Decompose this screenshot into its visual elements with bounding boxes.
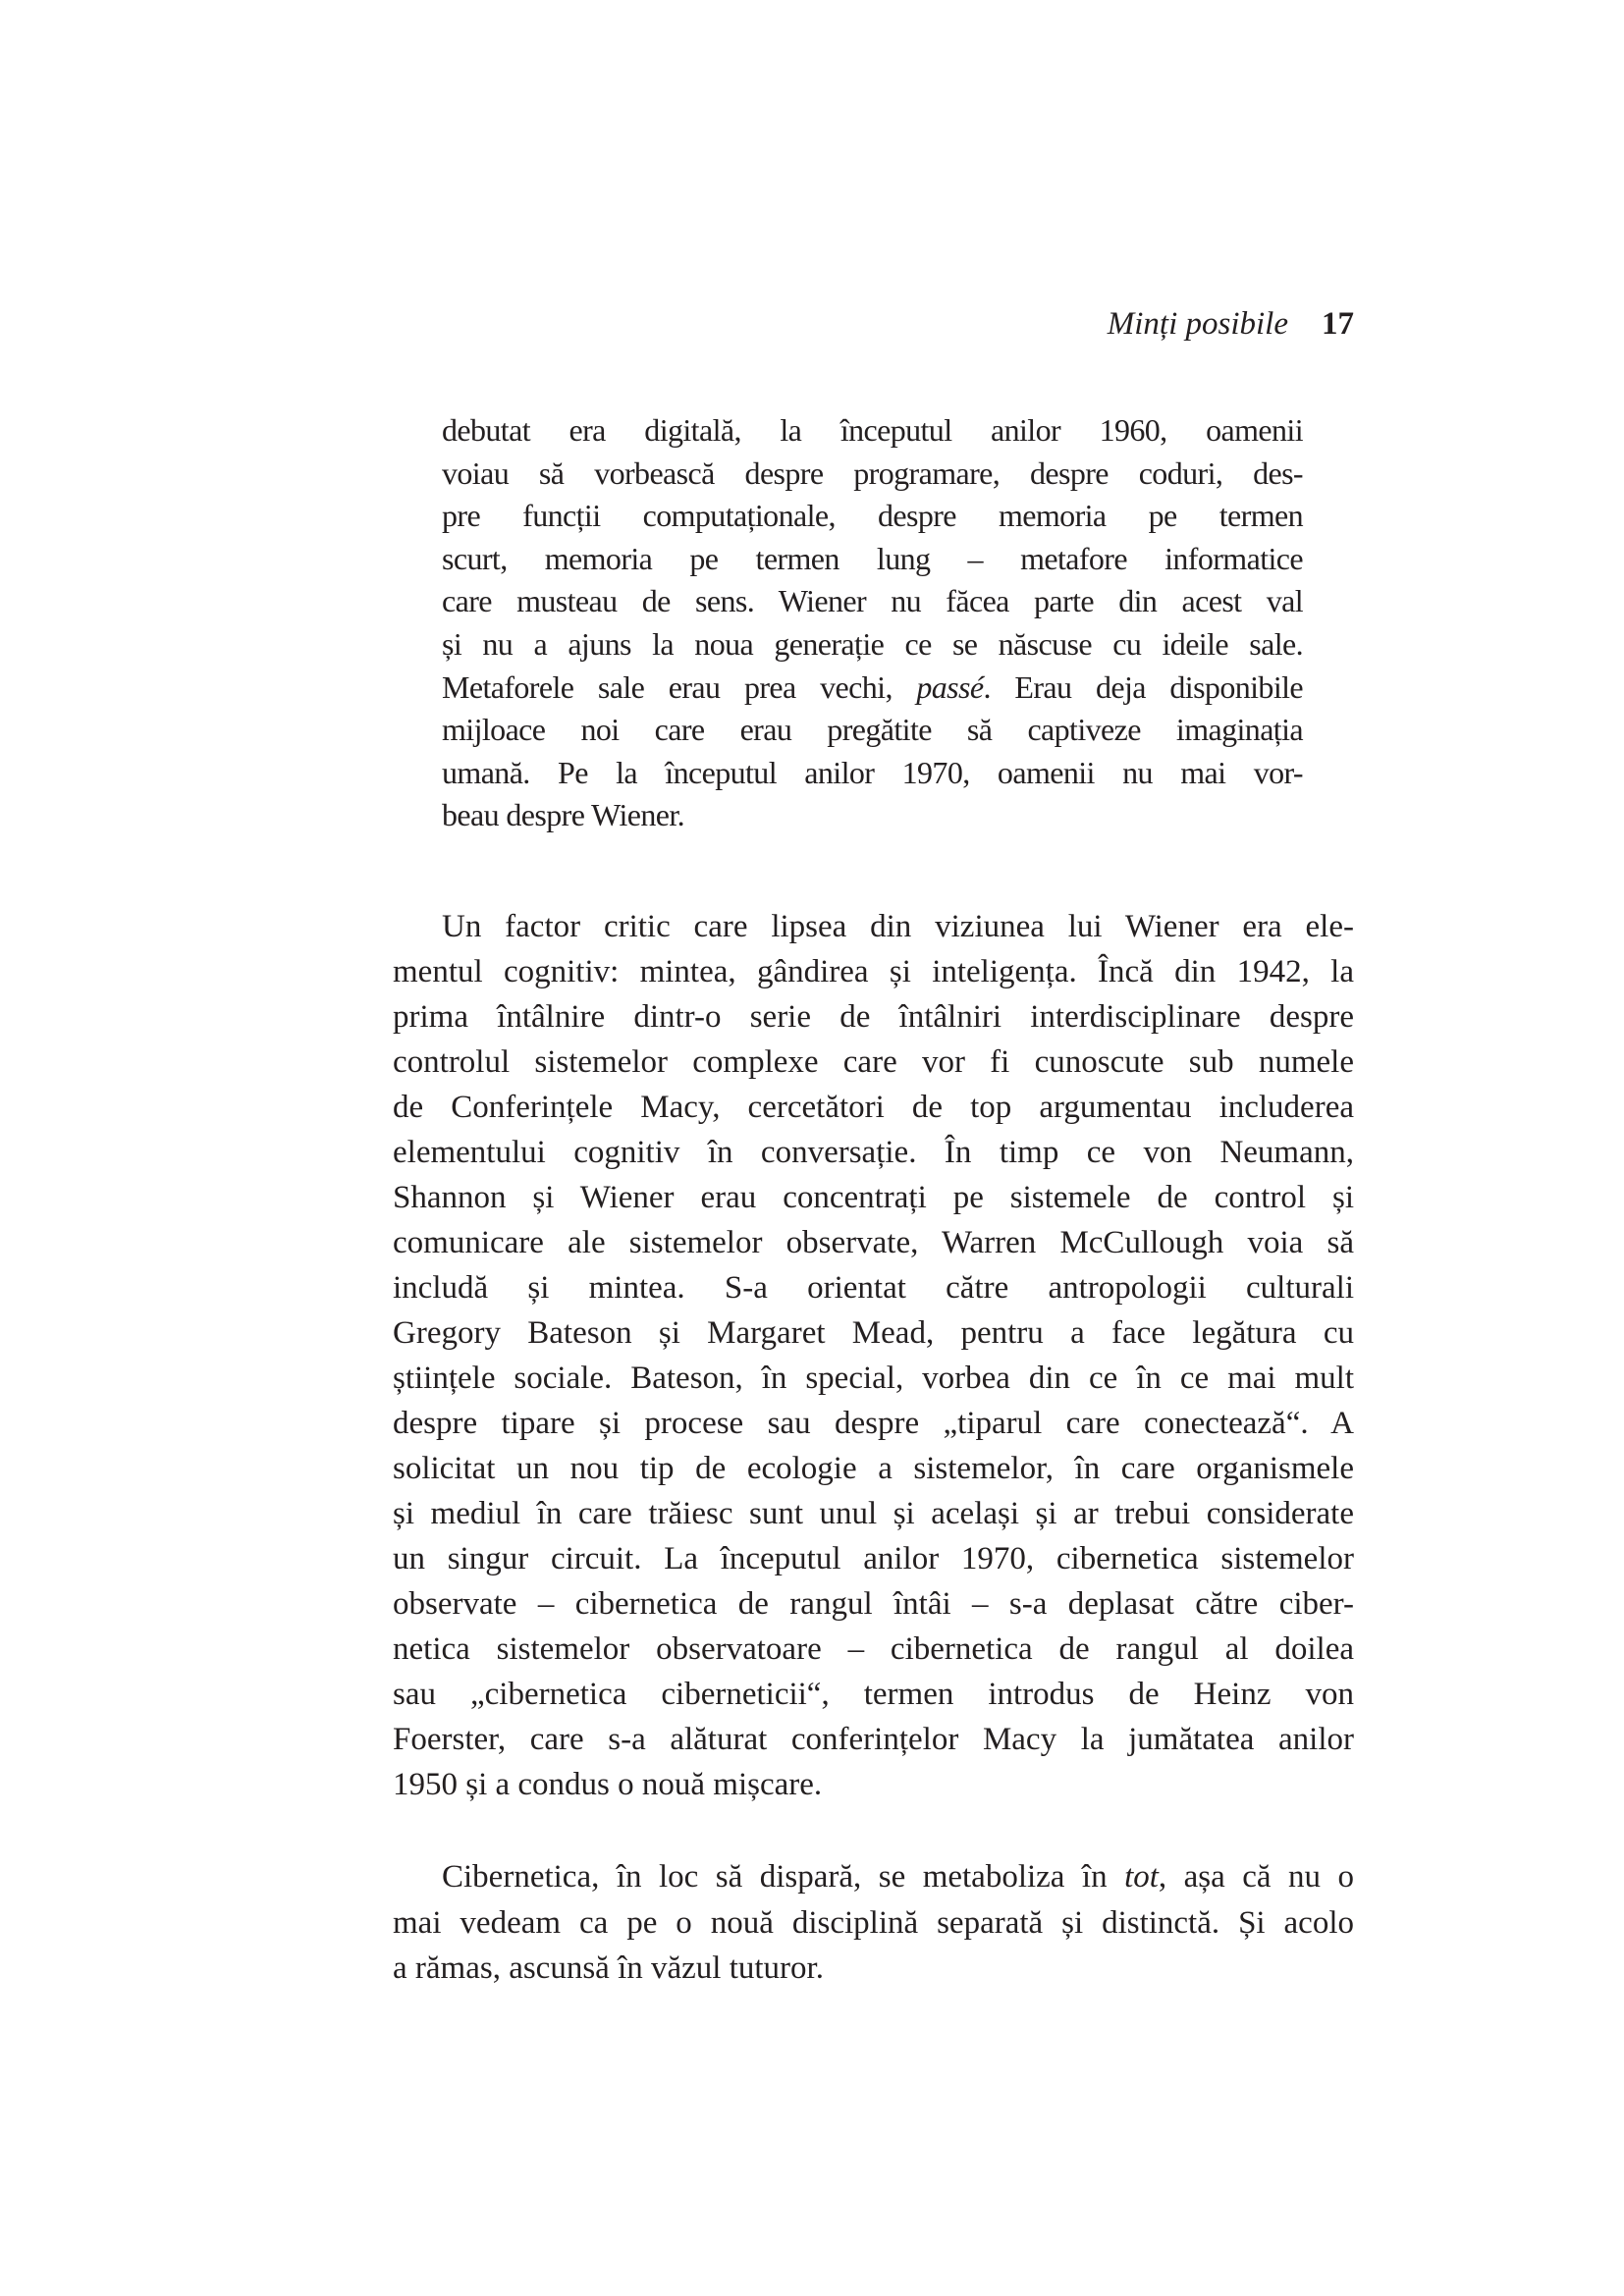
text-segment: , așa că nu o (1158, 1859, 1354, 1895)
text-line: mijloace noi care erau pregătite să captiveze imaginația (442, 712, 1303, 748)
text-line: prima întâlnire dintr-o serie de întâlniri interdisciplinare despre (393, 999, 1354, 1035)
text-line: și nu a ajuns la noua generație ce se născuse cu ideile sale. (442, 625, 1303, 662)
text-line: observate – cibernetica de rangul întâi – s-a deplasat către ciber- (393, 1586, 1354, 1622)
italic-text: tot (1124, 1859, 1159, 1895)
running-title: Minți posibile (1107, 306, 1288, 342)
text-line: debutat era digitală, la începutul anilor 1960, oamenii (442, 412, 1303, 448)
running-header (1108, 306, 1354, 343)
text-line: a rămas, ascunsă în văzul tuturor. (393, 1950, 824, 1986)
text-line: netica sistemelor observatoare – cibernetica de rangul al doilea (393, 1631, 1354, 1667)
text-line: de Conferințele Macy, cercetători de top argumentau includerea (393, 1090, 1354, 1125)
text-line: solicitat un nou tip de ecologie a sistemelor, în care organismele (393, 1451, 1354, 1486)
text-line: despre tipare și procese sau despre „tiparul care conectează“. A (393, 1406, 1354, 1441)
text-line: mai vedeam ca pe o nouă disciplină separată și distinctă. Și acolo (393, 1904, 1354, 1941)
text-line: includă și mintea. S-a orientat către antropologii culturali (393, 1270, 1354, 1306)
text-segment: Metaforele sale erau prea vechi, (442, 668, 917, 705)
text-line: Foerster, care s-a alăturat conferințelor Macy la jumătatea anilor (393, 1722, 1354, 1757)
text-line: beau despre Wiener. (442, 797, 685, 833)
italic-text: passé (916, 668, 984, 705)
text-line: elementului cognitiv în conversație. În timp ce von Neumann, (393, 1135, 1354, 1170)
text-line: voiau să vorbească despre programare, despre coduri, des- (442, 454, 1303, 491)
text-line: 1950 și a condus o nouă mișcare. (393, 1767, 823, 1802)
text-line: Un factor critic care lipsea din viziunea lui Wiener era ele- (442, 909, 1354, 944)
text-line: comunicare ale sistemelor observate, Warren McCullough voia să (393, 1225, 1354, 1260)
text-line: Gregory Bateson și Margaret Mead, pentru a face legătura cu (393, 1315, 1354, 1351)
text-line: sau „cibernetica ciberneticii“, termen introdus de Heinz von (393, 1677, 1354, 1712)
paragraph-3 (393, 1854, 1354, 1992)
text-line: un singur circuit. La începutul anilor 1970, cibernetica sistemelor (393, 1541, 1354, 1576)
text-line: și mediul în care trăiesc sunt unul și același și ar trebui considerate (393, 1496, 1354, 1531)
page-number: 17 (1322, 306, 1354, 342)
text-line: scurt, memoria pe termen lung – metafore informatice (442, 540, 1303, 576)
text-line (442, 667, 1303, 710)
text-line: pre funcții computaționale, despre memoria pe termen (442, 498, 1303, 534)
text-segment: Cibernetica, în loc să dispară, se metaboliza în (442, 1859, 1125, 1895)
text-segment: . Erau deja disponibile (983, 668, 1304, 705)
text-line: umană. Pe la începutul anilor 1970, oamenii nu mai vor- (442, 754, 1303, 790)
text-line: controlul sistemelor complexe care vor fi cunoscute sub numele (393, 1044, 1354, 1080)
text-line: științele sociale. Bateson, în special, vorbea din ce în ce mai mult (393, 1361, 1354, 1396)
paragraph-2 (393, 904, 1354, 1807)
text-line: mentul cognitiv: mintea, gândirea și inteligența. Încă din 1942, la (393, 954, 1354, 989)
paragraph-1 (442, 409, 1303, 837)
text-line: Shannon și Wiener erau concentrați pe sistemele de control și (393, 1180, 1354, 1215)
text-line (393, 1854, 1354, 1900)
text-line: care musteau de sens. Wiener nu făcea parte din acest val (442, 583, 1303, 619)
